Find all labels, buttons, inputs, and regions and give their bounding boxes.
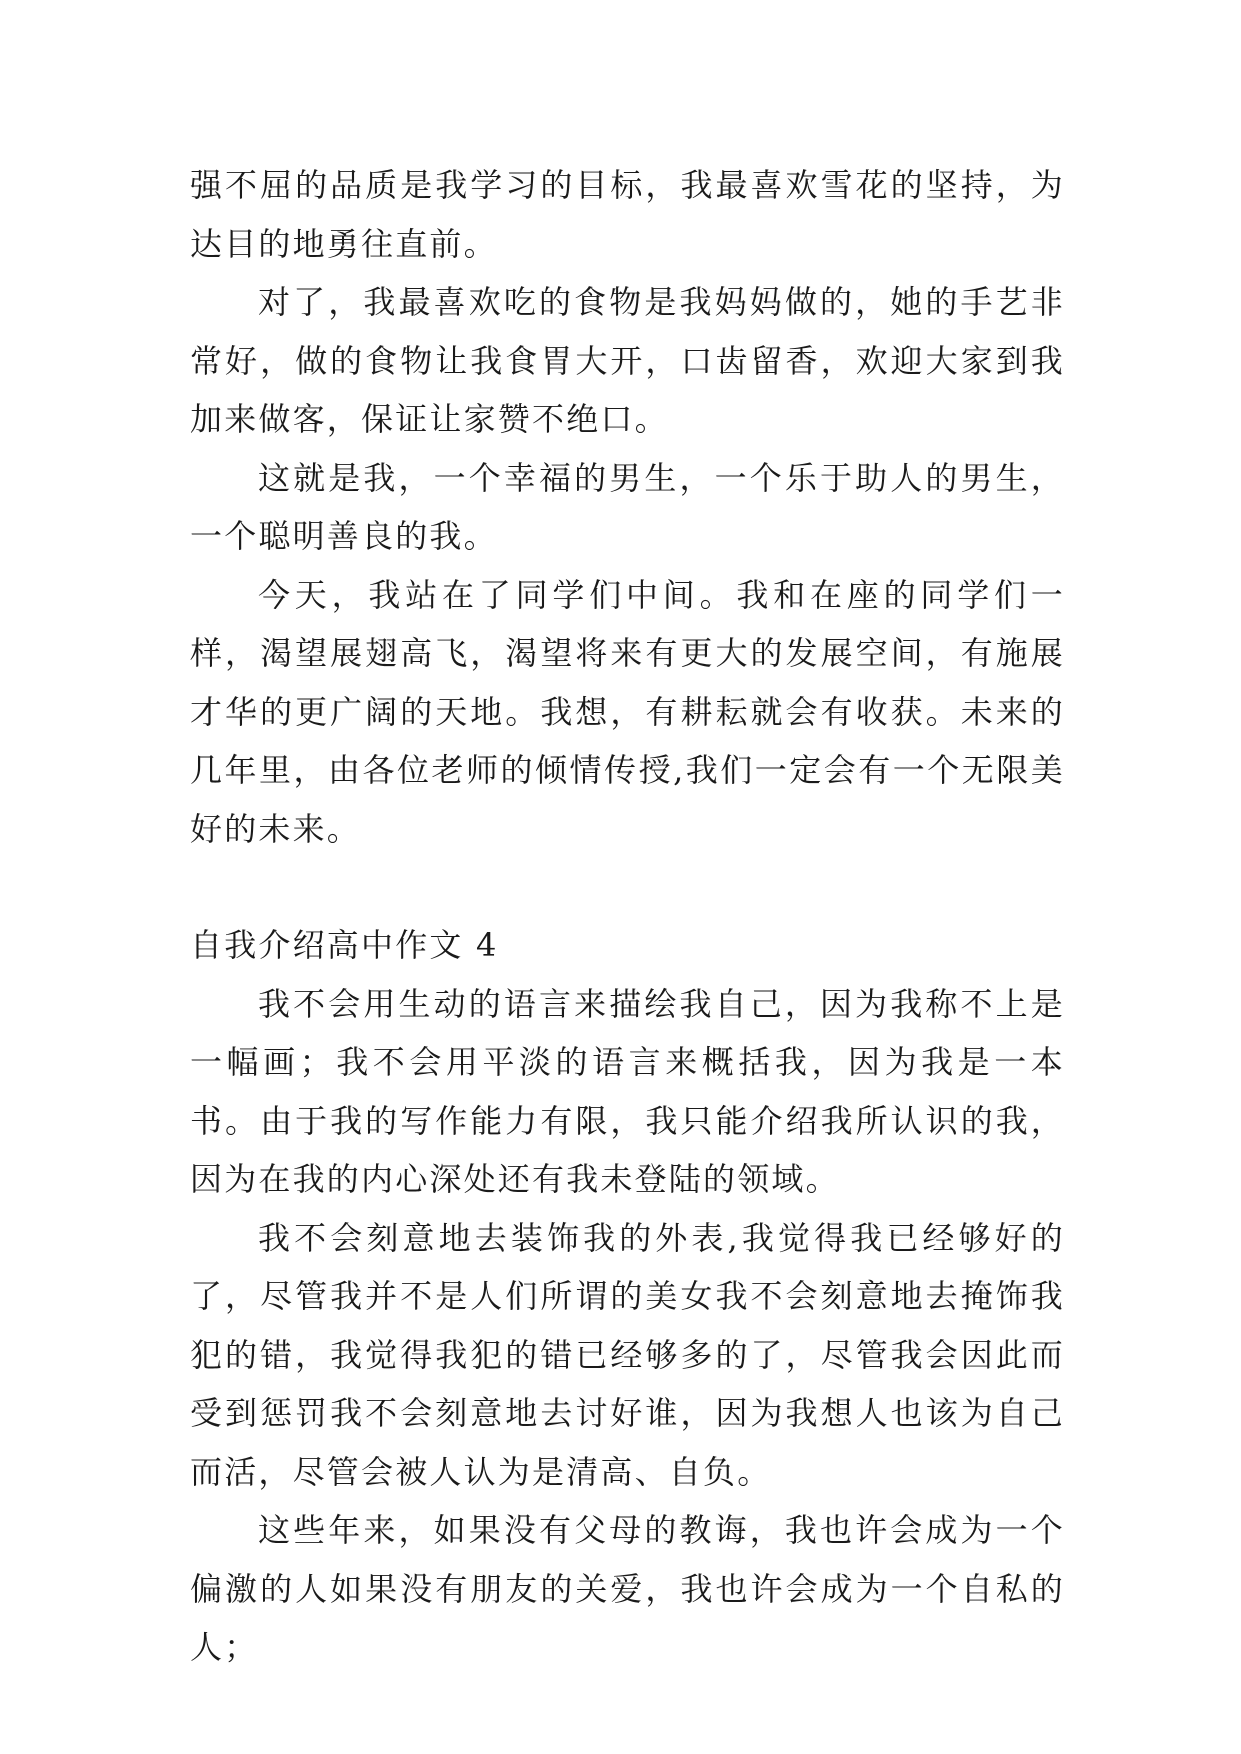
paragraph-today-classmates: 今天，我站在了同学们中间。我和在座的同学们一样，渴望展翅高飞，渴望将来有更大的发展空间，有施展才华的更广阔的天地。我想，有耕耘就会有收获。未来的几年里，由各位老师的倾情传授,我们一定会有一个无限美好的未来。 — [190, 575, 1065, 848]
paragraph-continued: 强不屈的品质是我学习的目标，我最喜欢雪花的坚持，为达目的地勇往直前。 — [190, 166, 1065, 263]
document-body — [190, 156, 1065, 1677]
section-heading: 自我介绍高中作文 4 — [190, 926, 499, 964]
paragraph-describe-myself: 我不会用生动的语言来描绘我自己，因为我称不上是一幅画；我不会用平淡的语言来概括我，因为我是一本书。由于我的写作能力有限，我只能介绍我所认识的我，因为在我的内心深处还有我未登陆的领域。 — [190, 984, 1065, 1198]
paragraph-this-is-me: 这就是我，一个幸福的男生，一个乐于助人的男生，一个聪明善良的我。 — [190, 458, 1065, 555]
paragraph-appearance: 我不会刻意地去装饰我的外表,我觉得我已经够好的了，尽管我并不是人们所谓的美女我不会刻意地去掩饰我犯的错，我觉得我犯的错已经够多的了，尽管我会因此而受到惩罚我不会刻意地去讨好谁，因为我想人也该为自己而活，尽管会被人认为是清高、自负。 — [190, 1218, 1065, 1491]
paragraph-parents-friends: 这些年来，如果没有父母的教诲，我也许会成为一个偏激的人如果没有朋友的关爱，我也许会成为一个自私的人； — [190, 1511, 1065, 1666]
paragraph-mother-cooking: 对了，我最喜欢吃的食物是我妈妈做的，她的手艺非常好，做的食物让我食胃大开，口齿留香，欢迎大家到我加来做客，保证让家赞不绝口。 — [190, 283, 1065, 438]
